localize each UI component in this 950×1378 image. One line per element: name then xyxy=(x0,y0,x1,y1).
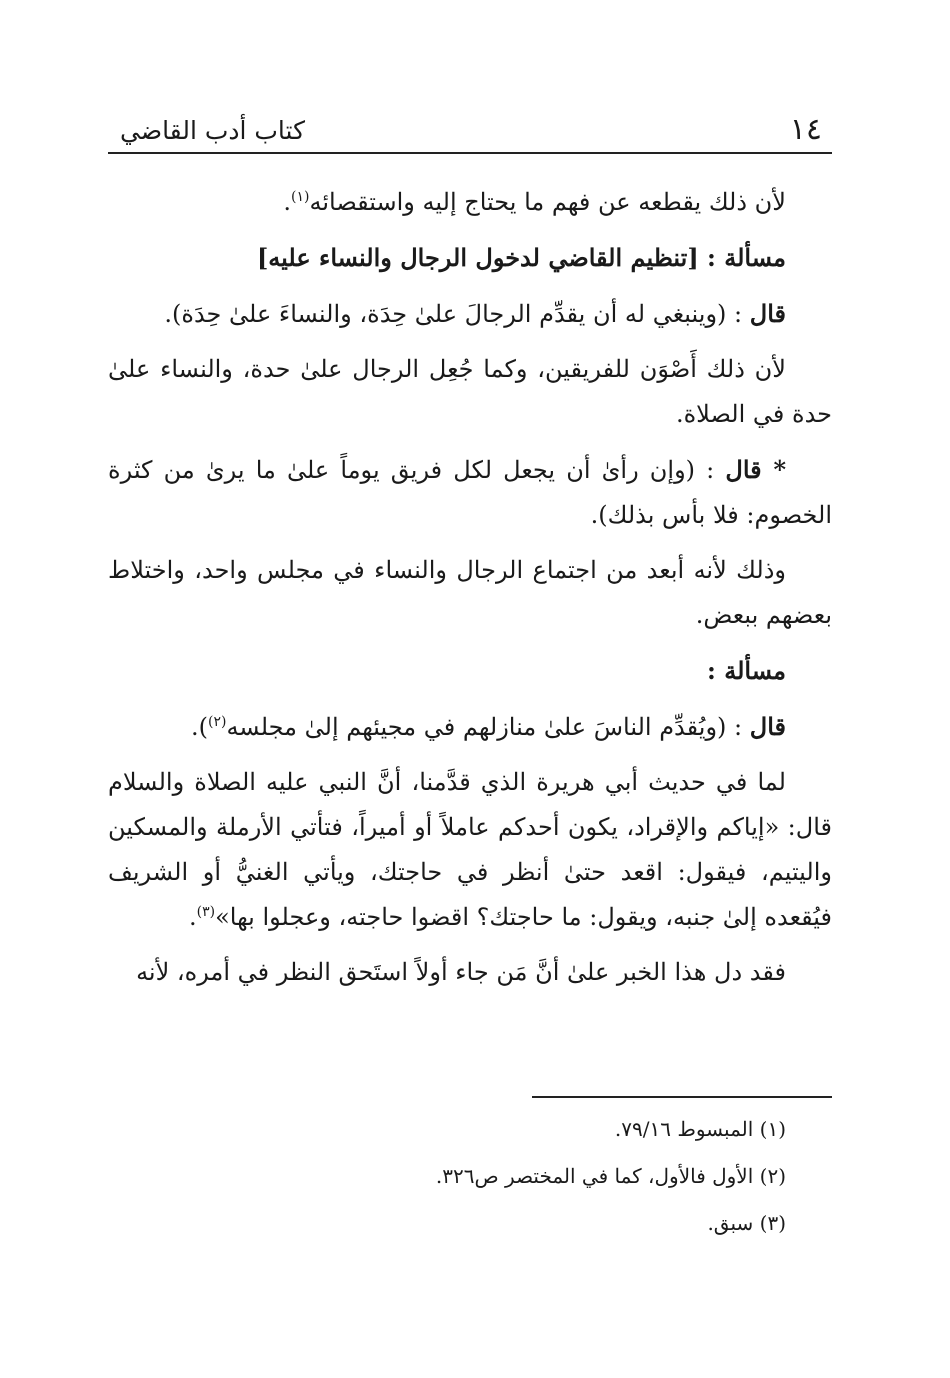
text-run: وذلك لأنه أبعد من اجتماع الرجال والنساء في مجلس واحد، واختلاط بعضهم ببعض. xyxy=(108,556,832,629)
footnote-marker: (٣) xyxy=(196,904,216,920)
text-run: : (وإن رأىٰ أن يجعل لكل فريق يوماً علىٰ ما يرىٰ من كثرة الخصوم: فلا بأس بذلك). xyxy=(108,456,832,529)
footnote-marker: (٢) xyxy=(207,714,227,730)
text-run: . xyxy=(283,188,291,216)
bold-text: قال xyxy=(749,712,786,741)
text-run: ). xyxy=(190,713,208,741)
paragraph xyxy=(108,180,832,225)
text-run: فقد دل هذا الخبر علىٰ أنَّ مَن جاء أولاً استَحق النظر في أمره، لأنه xyxy=(136,958,786,986)
paragraph xyxy=(108,950,832,995)
book-page xyxy=(108,108,832,1308)
footnote: (١) المبسوط ٧٩/١٦. xyxy=(614,1117,786,1141)
text-run: لأن ذلك يقطعه عن فهم ما يحتاج إليه واستقصائه xyxy=(309,188,786,216)
main-text xyxy=(108,180,832,995)
text-run: لما في حديث أبي هريرة الذي قدَّمنا، أنَّ النبي عليه الصلاة والسلام قال: «إياكم والإقراد، يكون أحدكم عاملاً أو أميراً، فتأتي الأرملة والمسكين واليتيم، فيقول: اقعد حتىٰ أنظر في حاجتك، ويأتي الغنيُّ أو الشريف فيُقعده إلىٰ جنبه، ويقول: ما حاجتك؟ اقضوا حاجته، وعجلوا بها» xyxy=(108,768,832,931)
paragraph xyxy=(108,548,832,638)
footnote: (٣) سبق. xyxy=(707,1211,786,1235)
footnote-marker: (١) xyxy=(291,189,310,205)
paragraph xyxy=(108,648,832,694)
book-title: كتاب أدب القاضي xyxy=(120,116,305,145)
text-run: . xyxy=(189,903,197,931)
paragraph xyxy=(108,704,832,750)
footnotes xyxy=(108,1106,832,1247)
running-header xyxy=(108,108,832,154)
paragraph xyxy=(108,235,832,281)
page-number: ١٤ xyxy=(789,112,822,147)
text-run: لأن ذلك أَصْوَن للفريقين، وكما جُعِل الرجال علىٰ حدة، والنساء علىٰ حدة في الصلاة. xyxy=(108,355,832,428)
bold-text: مسألة : [تنظيم القاضي لدخول الرجال والنساء عليه] xyxy=(256,243,786,272)
bold-text: مسألة : xyxy=(707,656,786,685)
bold-text: قال xyxy=(749,299,786,328)
paragraph xyxy=(108,447,832,538)
paragraph xyxy=(108,760,832,940)
paragraph xyxy=(108,347,832,437)
bold-text: * قال xyxy=(725,455,786,484)
footnote: (٢) الأول فالأول، كما في المختصر ص٣٢٦. xyxy=(435,1164,786,1188)
paragraph xyxy=(108,291,832,337)
text-run: : (وينبغي له أن يقدِّم الرجالَ علىٰ حِدَة، والنساءَ علىٰ حِدَة). xyxy=(164,300,750,328)
text-run: : (ويُقدِّم الناسَ علىٰ منازلهم في مجيئهم إلىٰ مجلسه xyxy=(226,713,750,741)
footnote-divider xyxy=(532,1096,832,1098)
